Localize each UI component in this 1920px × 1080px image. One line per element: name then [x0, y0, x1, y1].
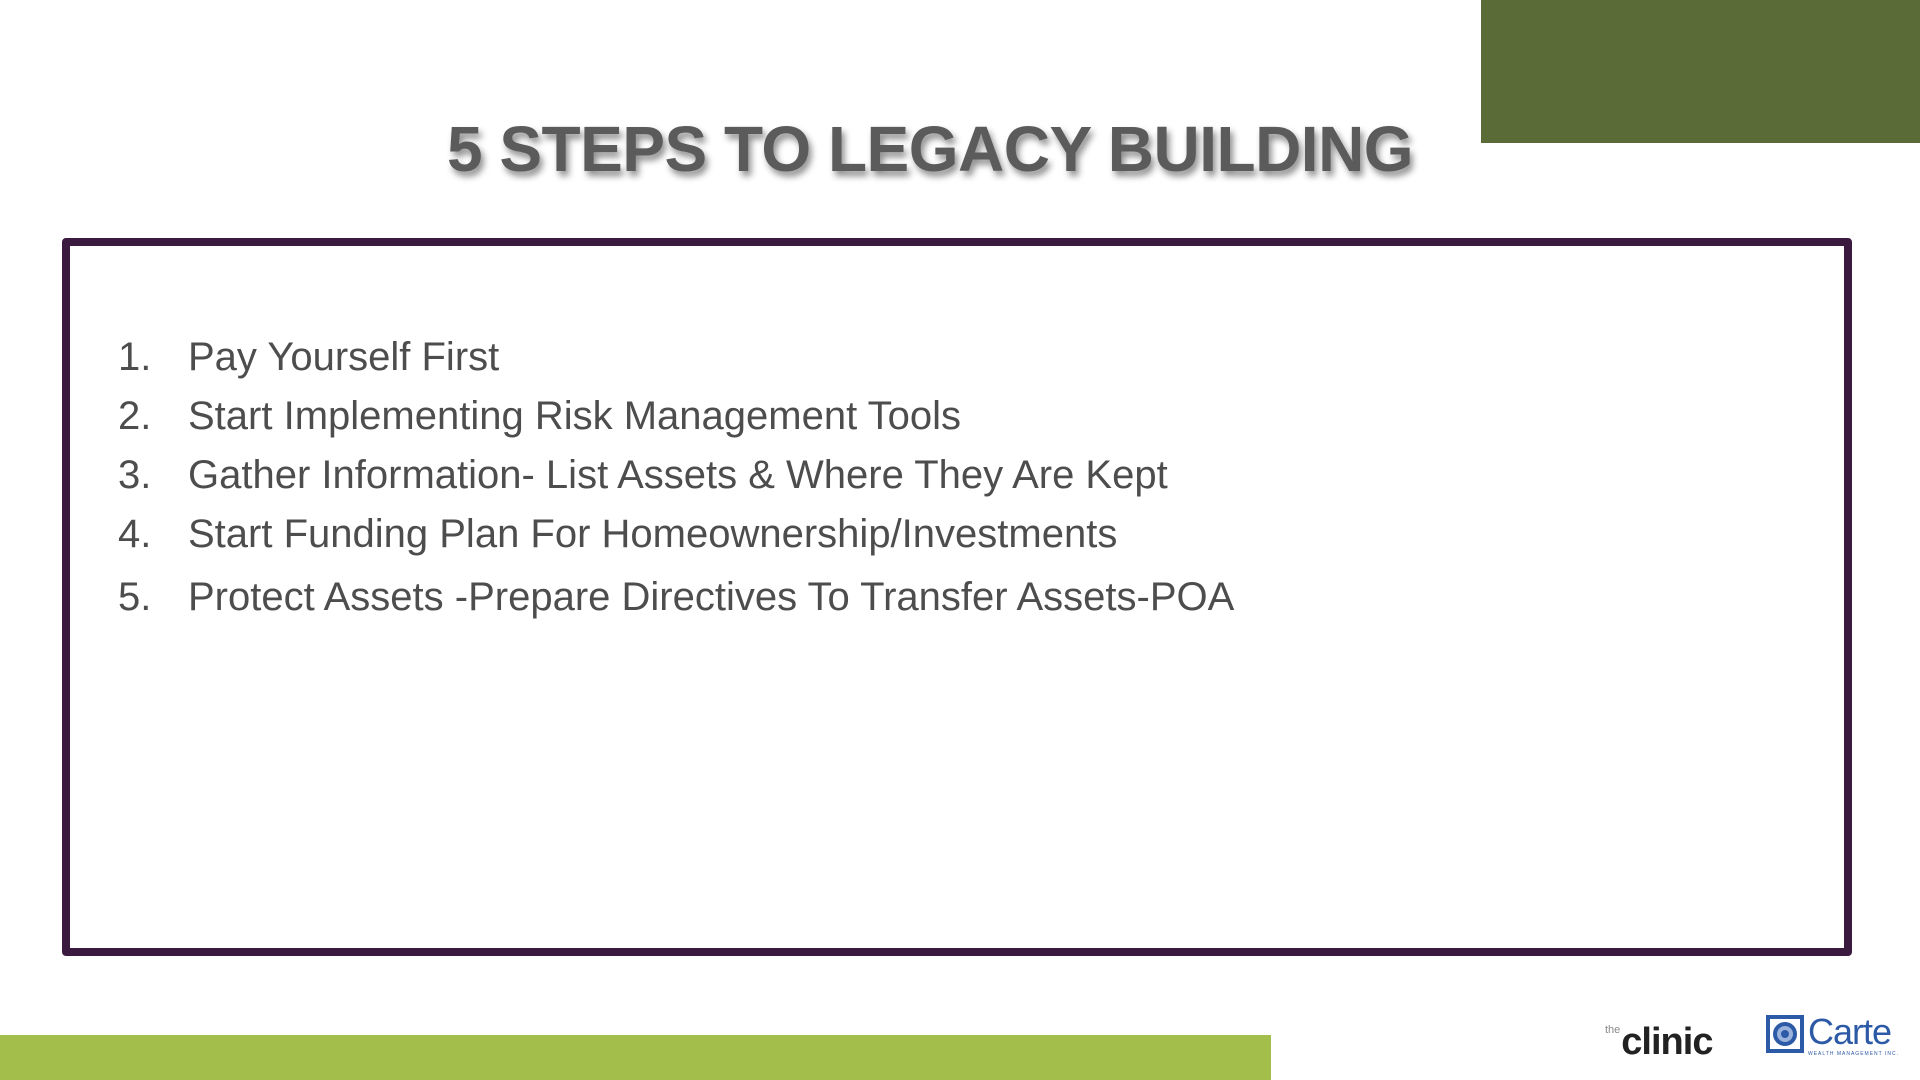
list-item: [118, 505, 1234, 564]
step-text: Pay Yourself First: [188, 335, 500, 379]
list-item: [118, 446, 1234, 505]
steps-list: [118, 328, 1234, 627]
list-item: [118, 568, 1234, 627]
step-number: 1.: [118, 335, 152, 379]
carte-emblem-icon: [1765, 1014, 1805, 1054]
footer-logos: [1605, 1012, 1905, 1064]
clinic-logo-wordmark: clinic: [1621, 1021, 1713, 1063]
step-number: 5.: [118, 575, 152, 619]
step-number: 4.: [118, 512, 152, 556]
step-number: 2.: [118, 394, 152, 438]
carte-logo-wordmark: Carte: [1808, 1011, 1892, 1052]
step-text: Protect Assets -Prepare Directives To Transfer Assets-POA: [188, 575, 1235, 619]
slide-title: 5 STEPS TO LEGACY BUILDING: [446, 113, 1414, 185]
list-item: [118, 387, 1234, 446]
bottom-accent-bar: [0, 1035, 1271, 1080]
step-text: Gather Information- List Assets & Where They Are Kept: [188, 453, 1168, 497]
content-box: [62, 238, 1852, 956]
step-text: Start Implementing Risk Management Tools: [188, 394, 961, 438]
clinic-logo-prefix: the: [1605, 1024, 1621, 1036]
step-text: Start Funding Plan For Homeownership/Investments: [188, 512, 1118, 556]
step-number: 3.: [118, 453, 152, 497]
carte-logo: [1765, 1011, 1899, 1064]
clinic-logo: [1605, 1012, 1712, 1064]
list-item: [118, 328, 1234, 387]
carte-logo-tagline: WEALTH MANAGEMENT INC.: [1808, 1051, 1899, 1057]
